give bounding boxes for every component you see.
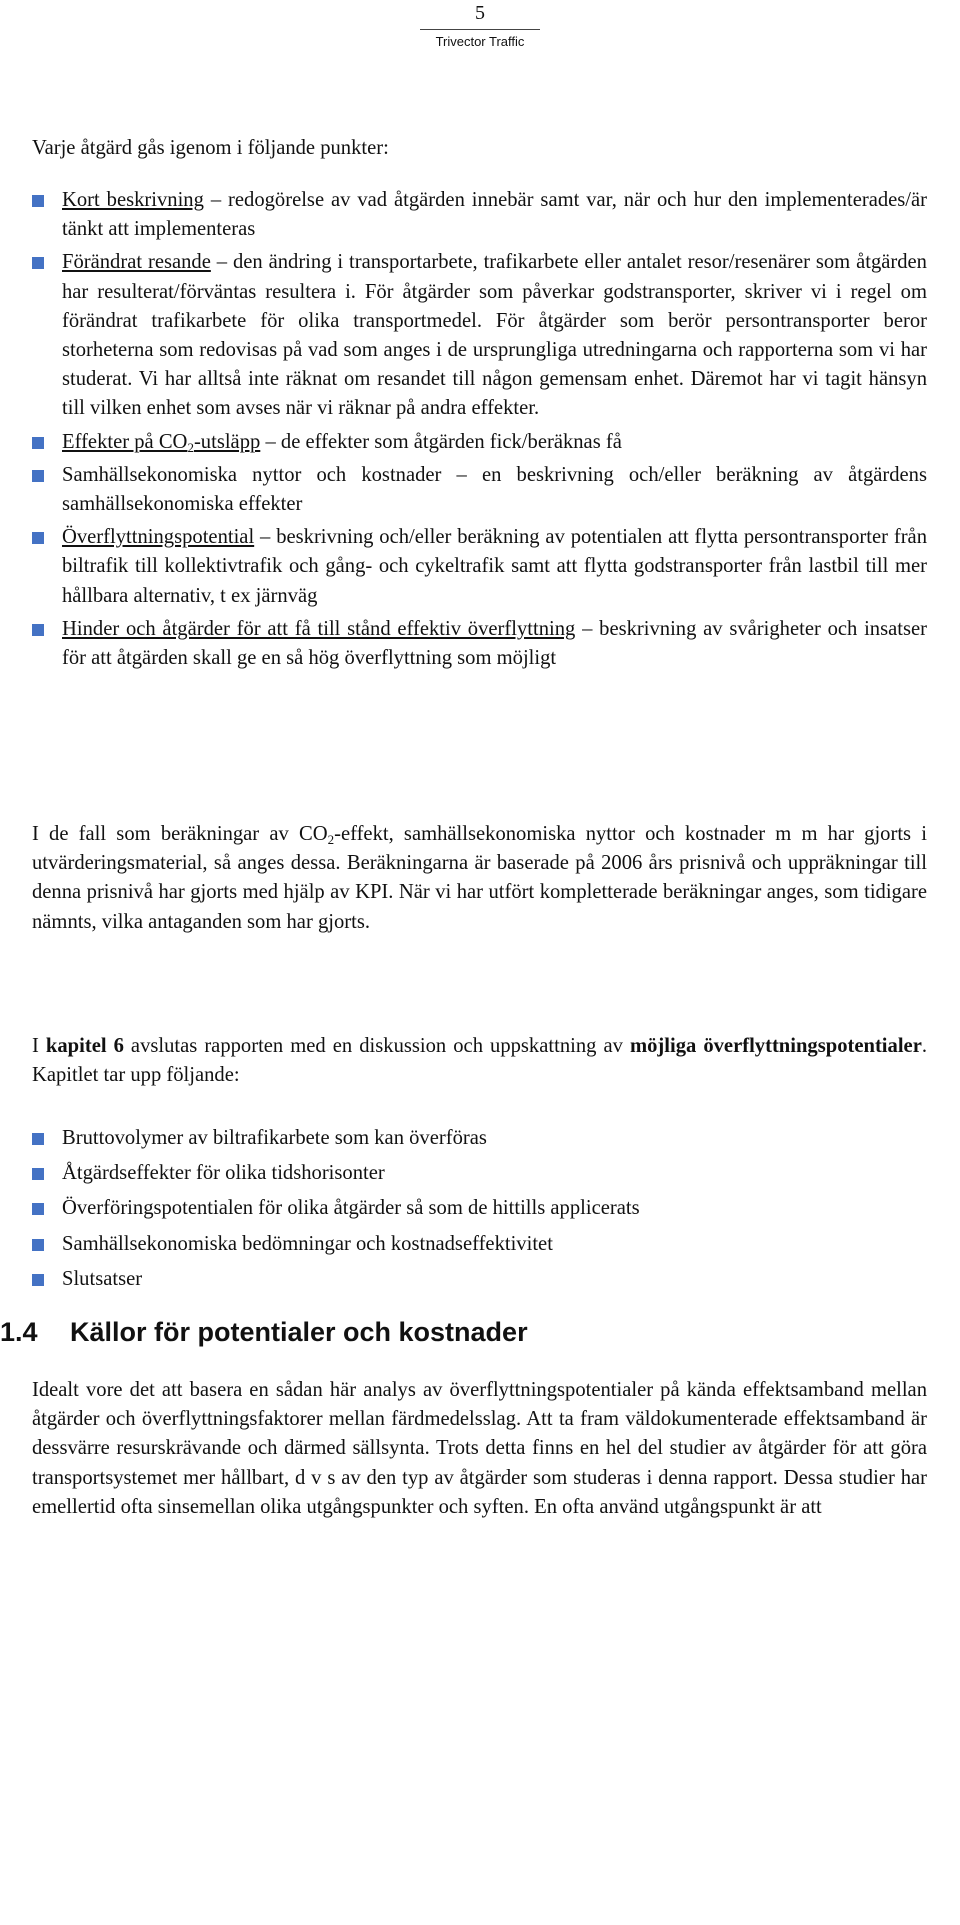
square-bullet-icon [32, 195, 44, 207]
list-item [32, 186, 927, 244]
square-bullet-icon [32, 1203, 44, 1215]
list-item: Samhällsekonomiska bedömningar och kostnadseffektivitet [32, 1230, 927, 1259]
section-heading [0, 1316, 960, 1348]
calculations-paragraph: I de fall som beräkningar av $CO_2$-effekt, samhällsekonomiska nyttor och kostnader m m har gjorts i utvärderingsmaterial, så anges dessa. Beräkningarna är baserade på 2006 års prisnivå och uppräkningar till denna prisnivå har gjorts med hjälp av KPI. När vi har utfört kompletterade beräkningar anges, som tidigare nämnts, vilka antaganden som har gjorts. [32, 823, 927, 933]
chapter6-paragraph: I kapitel 6 avslutas rapporten med en diskussion och uppskattning av möjliga överflyttningspotentialer. Kapitlet tar upp följande: [32, 1035, 927, 1087]
list-item [32, 461, 927, 519]
square-bullet-icon [32, 1274, 44, 1286]
list-item: Slutsatser [32, 1265, 927, 1294]
square-bullet-icon [32, 532, 44, 544]
chapter6-topics-list [32, 1124, 927, 1300]
square-bullet-icon [32, 1133, 44, 1145]
item-text: – beskrivning av svårigheter och insatser för att åtgärden skall ge en så hög överflyttning som möjligt [62, 617, 927, 670]
square-bullet-icon [32, 1239, 44, 1251]
intro-paragraph: Varje åtgärd gås igenom i följande punkter: [32, 137, 389, 159]
header-title: Trivector Traffic [435, 34, 525, 49]
evaluation-points-list [32, 186, 927, 677]
list-item: Åtgärdseffekter för olika tidshorisonter [32, 1159, 927, 1188]
item-text: Samhällsekonomiska nyttor och kostnader – en beskrivning och/eller beräkning av åtgärdens samhällsekonomiska effekter [62, 463, 927, 516]
page-header [420, 0, 540, 50]
page-number: 5 [475, 2, 485, 24]
item-text: – beskrivning och/eller beräkning av potentialen att flytta persontransporter från biltrafik till kollektivtrafik och gång- och cykeltrafik samt att flytta godstransporter från lastbil till mer hållbara alternativ, t ex järnväg [62, 526, 927, 607]
list-item [32, 248, 927, 423]
term-label: Effekter på $CO_2$-utsläpp [62, 430, 261, 455]
square-bullet-icon [32, 470, 44, 482]
list-item: Överföringspotentialen för olika åtgärder så som de hittills applicerats [32, 1194, 927, 1223]
square-bullet-icon [32, 624, 44, 636]
term-label: Förändrat resande [62, 251, 211, 274]
section-title: Källor för potentialer och kostnader [70, 1317, 528, 1347]
sources-paragraph: Idealt vore det att basera en sådan här analys av överflyttningspotentialer på kända effektsamband mellan åtgärder och överflyttningsfaktorer mellan färdmedelsslag. Att ta fram väldokumenterade effektsamband är dessvärre resurskrävande och därmed sällsynta. Trots detta finns en hel del studier av åtgärder för att göra transportsystemet mer hållbart, d v s av den typ av åtgärder som studeras i denna rapport. Dessa studier har emellertid ofta sinsemellan olika utgångspunkter och syften. En ofta använd utgångspunkt är att [32, 1379, 927, 1518]
square-bullet-icon [32, 257, 44, 269]
header-rule [420, 29, 540, 30]
term-label: Överflyttningspotential [62, 526, 255, 549]
square-bullet-icon [32, 1168, 44, 1180]
list-item [32, 523, 927, 611]
term-label: Hinder och åtgärder för att få till stånd effektiv överflyttning [62, 617, 576, 640]
list-item [32, 428, 927, 457]
term-label: Kort beskrivning [62, 189, 204, 211]
list-item: Bruttovolymer av biltrafikarbete som kan överföras [32, 1124, 927, 1153]
square-bullet-icon [32, 437, 44, 449]
section-number: 1.4 [0, 1317, 38, 1347]
item-text: – redogörelse av vad åtgärden innebär samt var, när och hur den implementerades/är tänkt att implementeras [62, 189, 928, 241]
list-item [32, 615, 927, 673]
item-text: – de effekter som åtgärden fick/beräknas få [260, 430, 622, 453]
item-text: – den ändring i transportarbete, trafikarbete eller antalet resor/resenärer som åtgärden har resulterat/förväntas resultera i. För åtgärder som påverkar godstransporter, skriver vi i regel om förändrat trafikarbete för olika transportmedel. För åtgärder som berör persontransporter beror storheterna som redovisas på vad som anges i de ursprungliga utredningarna och rapporterna som vi har studerat. Vi har alltså inte räknat om resandet till någon gemensam enhet. Däremot har vi tagit hänsyn till vilken enhet som avses när vi räknar på andra effekter. [62, 251, 927, 420]
